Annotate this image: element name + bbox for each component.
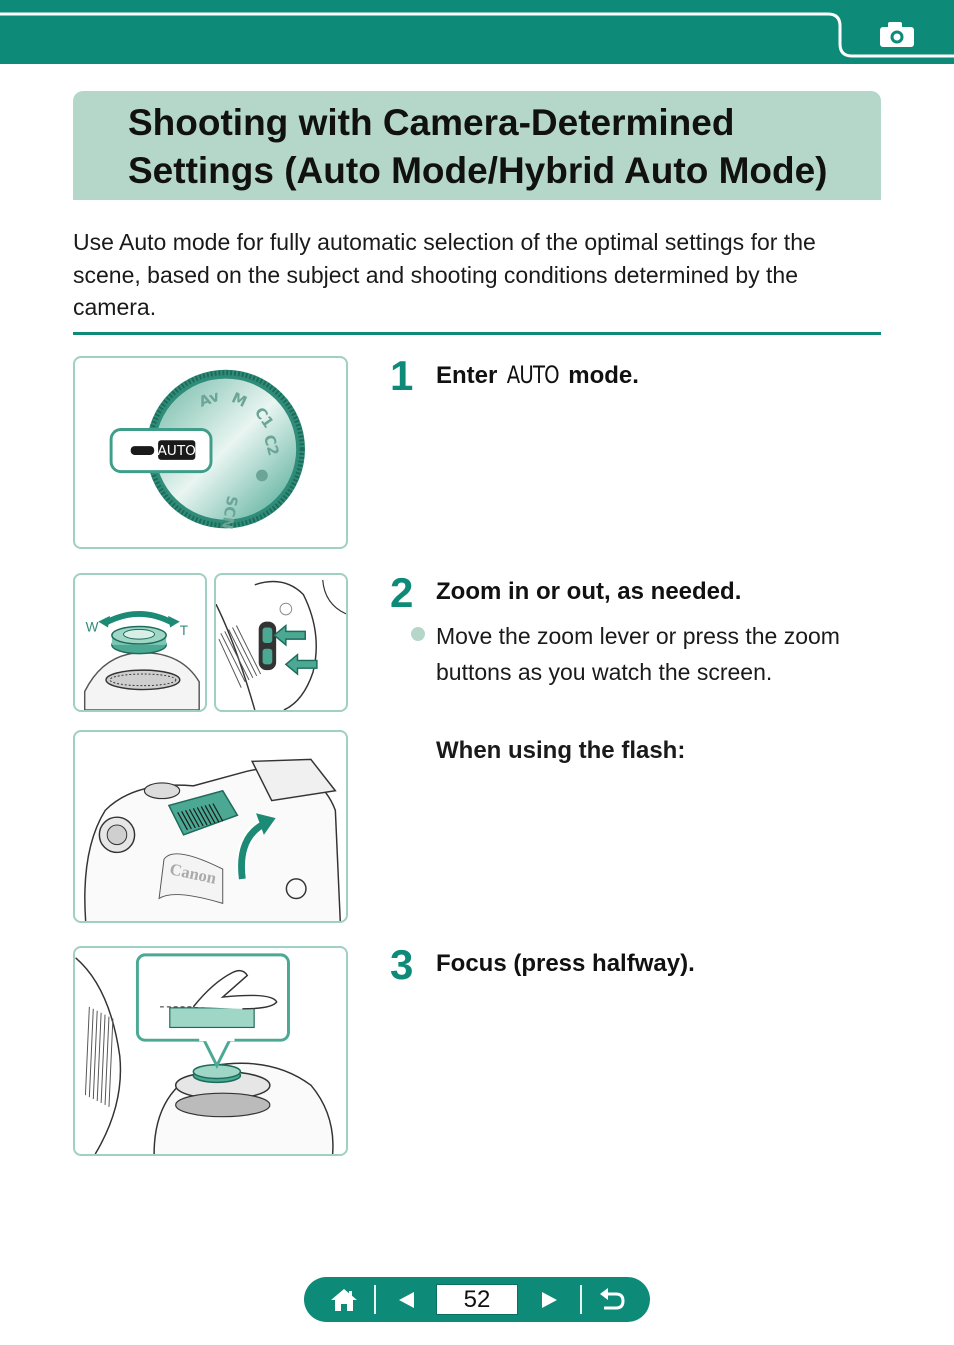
- header-bar: [0, 0, 954, 64]
- canon-brand: Canon: [168, 859, 219, 888]
- header-tab-shape: [0, 0, 954, 64]
- prev-arrow-icon: [396, 1290, 416, 1310]
- mode-dial-illustration: [73, 356, 348, 549]
- step-3-number: 3: [390, 941, 414, 988]
- svg-text:SCN: SCN: [217, 494, 241, 531]
- page-title-line-2: Settings (Auto Mode/Hybrid Auto Mode): [128, 150, 828, 191]
- step-1-title-pre: Enter: [436, 362, 505, 389]
- next-page-button[interactable]: [524, 1277, 576, 1322]
- page-number: 52: [436, 1284, 518, 1315]
- zoom-lever-illustration: [73, 573, 207, 712]
- svg-text:C1: C1: [250, 404, 277, 432]
- step-1-title-post: mode.: [561, 362, 639, 389]
- flash-subheading: When using the flash:: [436, 737, 686, 764]
- nav-separator: [580, 1285, 582, 1314]
- step-1-title: [436, 360, 639, 391]
- nav-separator: [374, 1285, 376, 1314]
- flash-illustration: [73, 730, 348, 923]
- tele-label: T: [179, 623, 189, 639]
- page-title: [128, 99, 868, 195]
- svg-text:M: M: [228, 389, 250, 411]
- page-title-line-1: Shooting with Camera-Determined: [128, 102, 735, 143]
- zoom-buttons-illustration: [214, 573, 348, 712]
- return-button[interactable]: [586, 1277, 638, 1322]
- svg-text:C2: C2: [260, 432, 282, 458]
- auto-mode-icon: AUTO: [506, 361, 559, 389]
- home-button[interactable]: [318, 1277, 370, 1322]
- next-arrow-icon: [540, 1290, 560, 1310]
- step-2-title: Zoom in or out, as needed.: [436, 578, 742, 605]
- title-box: [73, 91, 881, 200]
- step-3-title: Focus (press halfway).: [436, 950, 695, 977]
- home-icon: [330, 1287, 358, 1313]
- shutter-illustration: [73, 946, 348, 1156]
- bullet-icon: [411, 627, 425, 641]
- section-divider: [73, 332, 881, 335]
- return-icon: [598, 1288, 626, 1312]
- intro-text: Use Auto mode for fully automatic selection of the optimal settings for the scene, based on the subject and shooting conditions determined by the camera.: [73, 229, 816, 320]
- step-2-number: 2: [390, 569, 414, 616]
- svg-text:Av: Av: [196, 387, 222, 411]
- prev-page-button[interactable]: [380, 1277, 432, 1322]
- step-1-number: 1: [390, 352, 414, 399]
- step-2-bullet: Move the zoom lever or press the zoom buttons as you watch the screen.: [436, 623, 840, 685]
- page-navigation: [304, 1277, 650, 1322]
- wide-label: W: [85, 619, 99, 635]
- dial-auto-label: AUTO: [157, 442, 196, 459]
